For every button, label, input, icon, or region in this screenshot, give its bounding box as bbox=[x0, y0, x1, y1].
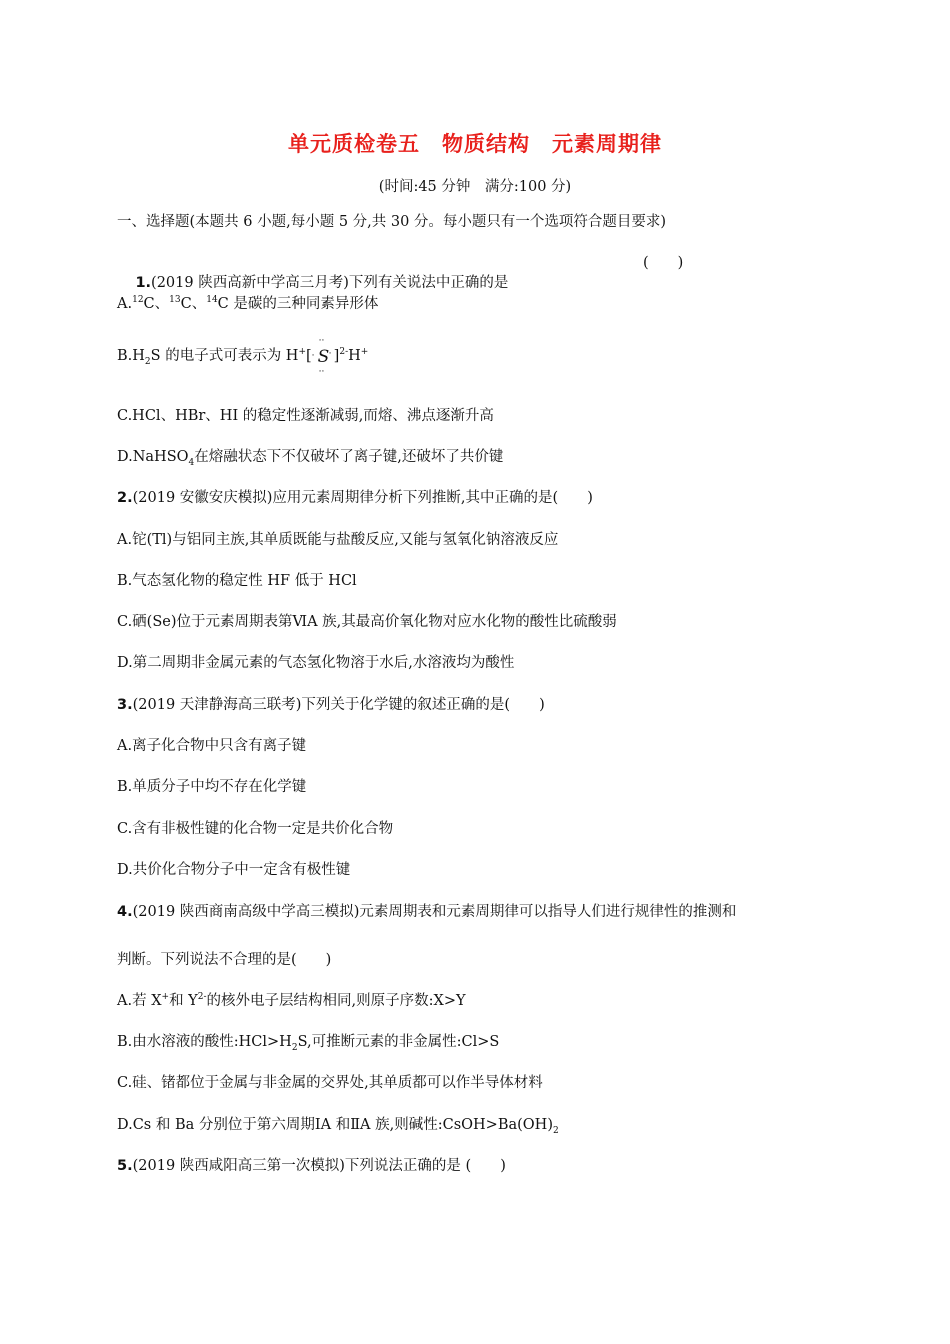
isotope-mass: 12 bbox=[132, 295, 144, 306]
exam-info: (时间:45 分钟 满分:100 分) bbox=[378, 179, 572, 195]
subscript: 2 bbox=[144, 356, 151, 367]
bracket: [ bbox=[306, 348, 312, 364]
option-1d bbox=[117, 447, 503, 467]
bracket: ] bbox=[333, 348, 340, 364]
question-text: (2019 安徽安庆模拟)应用元素周期律分析下列推断,其中正确的是( ) bbox=[132, 490, 593, 506]
question-text: (2019 陕西商南高级中学高三模拟)元素周期表和元素周期律可以指导人们进行规律性的推测和 bbox=[132, 904, 737, 920]
option-4a bbox=[117, 991, 466, 1011]
option-text: D.Cs 和 Ba 分别位于第六周期ⅠA 和ⅡA 族,则碱性:CsOH>Ba(OH) bbox=[117, 1117, 553, 1133]
electron-dots: · bbox=[328, 349, 332, 359]
option-text: H bbox=[348, 348, 361, 364]
option-3d: D.共价化合物分子中一定含有极性键 bbox=[117, 862, 351, 878]
option-3c: C.含有非极性键的化合物一定是共价化合物 bbox=[117, 821, 394, 837]
option-text: C 是碳的三种同素异形体 bbox=[217, 296, 379, 312]
charge: + bbox=[360, 347, 369, 358]
option-text: A.若 X bbox=[117, 993, 162, 1009]
question-text: (2019 陕西高新中学高三月考)下列有关说法中正确的是 bbox=[151, 275, 509, 291]
page-title: 单元质检卷五 物质结构 元素周期律 bbox=[288, 132, 662, 156]
option-1b bbox=[117, 336, 369, 377]
option-text: S 的电子式可表示为 H bbox=[150, 348, 299, 364]
element-symbol: S bbox=[317, 347, 330, 367]
question-4-stem bbox=[117, 902, 736, 922]
question-number: 3. bbox=[117, 697, 133, 713]
question-number: 2. bbox=[117, 490, 133, 506]
option-1a bbox=[117, 294, 378, 314]
option-text: S,可推断元素的非金属性:Cl>S bbox=[297, 1034, 500, 1050]
question-4-stem-continued: 判断。下列说法不合理的是( ) bbox=[117, 952, 332, 968]
option-4c: C.硅、锗都位于金属与非金属的交界处,其单质都可以作半导体材料 bbox=[117, 1075, 543, 1091]
question-number: 4. bbox=[117, 904, 133, 920]
subscript: 4 bbox=[188, 457, 195, 468]
question-3-stem bbox=[117, 695, 545, 715]
option-text: B.H bbox=[117, 348, 145, 364]
charge: 2- bbox=[197, 992, 207, 1003]
option-text: B.由水溶液的酸性:HCl>H bbox=[117, 1034, 292, 1050]
option-text: C、 bbox=[180, 296, 207, 312]
question-text: (2019 天津静海高三联考)下列关于化学键的叙述正确的是( ) bbox=[132, 697, 545, 713]
option-2d: D.第二周期非金属元素的气态氢化物溶于水后,水溶液均为酸性 bbox=[117, 655, 515, 671]
option-4b bbox=[117, 1032, 499, 1052]
option-label: A. bbox=[117, 296, 133, 312]
charge: + bbox=[298, 347, 306, 358]
charge: 2- bbox=[339, 347, 349, 358]
option-3a: A.离子化合物中只含有离子键 bbox=[117, 738, 307, 754]
option-text: C、 bbox=[143, 296, 170, 312]
isotope-mass: 14 bbox=[206, 295, 218, 306]
subscript: 2 bbox=[552, 1125, 559, 1136]
question-5-stem bbox=[117, 1156, 506, 1176]
option-text: 在熔融状态下不仅破坏了离子键,还破坏了共价键 bbox=[194, 449, 504, 465]
electron-dot-sulfur bbox=[311, 336, 334, 377]
option-2b: B.气态氢化物的稳定性 HF 低于 HCl bbox=[117, 573, 357, 589]
charge: + bbox=[161, 992, 170, 1003]
option-text: 和 Y bbox=[169, 993, 198, 1009]
section-heading: 一、选择题(本题共 6 小题,每小题 5 分,共 30 分。每小题只有一个选项符合题目要求) bbox=[117, 214, 667, 230]
option-text: 的核外电子层结构相同,则原子序数:X>Y bbox=[206, 993, 466, 1009]
option-2c: C.硒(Se)位于元素周期表第ⅥA 族,其最高价氧化物对应水化物的酸性比硫酸弱 bbox=[117, 614, 617, 630]
isotope-mass: 13 bbox=[169, 295, 181, 306]
subscript: 2 bbox=[291, 1042, 298, 1053]
question-text: (2019 陕西咸阳高三第一次模拟)下列说法正确的是 ( ) bbox=[132, 1158, 506, 1174]
question-number: 5. bbox=[117, 1158, 133, 1174]
option-4d bbox=[117, 1115, 559, 1135]
option-3b: B.单质分子中均不存在化学键 bbox=[117, 779, 307, 795]
electron-dots: ·· bbox=[318, 367, 325, 377]
question-2-stem bbox=[117, 488, 593, 508]
option-text: D.NaHSO bbox=[117, 449, 189, 465]
answer-paren: ( ) bbox=[643, 255, 684, 271]
option-2a: A.铊(Tl)与铝同主族,其单质既能与盐酸反应,又能与氢氧化钠溶液反应 bbox=[117, 532, 559, 548]
option-1c: C.HCl、HBr、HI 的稳定性逐渐减弱,而熔、沸点逐渐升高 bbox=[117, 408, 494, 424]
question-number: 1. bbox=[135, 275, 152, 291]
electron-dots: ·· bbox=[318, 336, 325, 346]
electron-dots: · bbox=[311, 351, 315, 361]
